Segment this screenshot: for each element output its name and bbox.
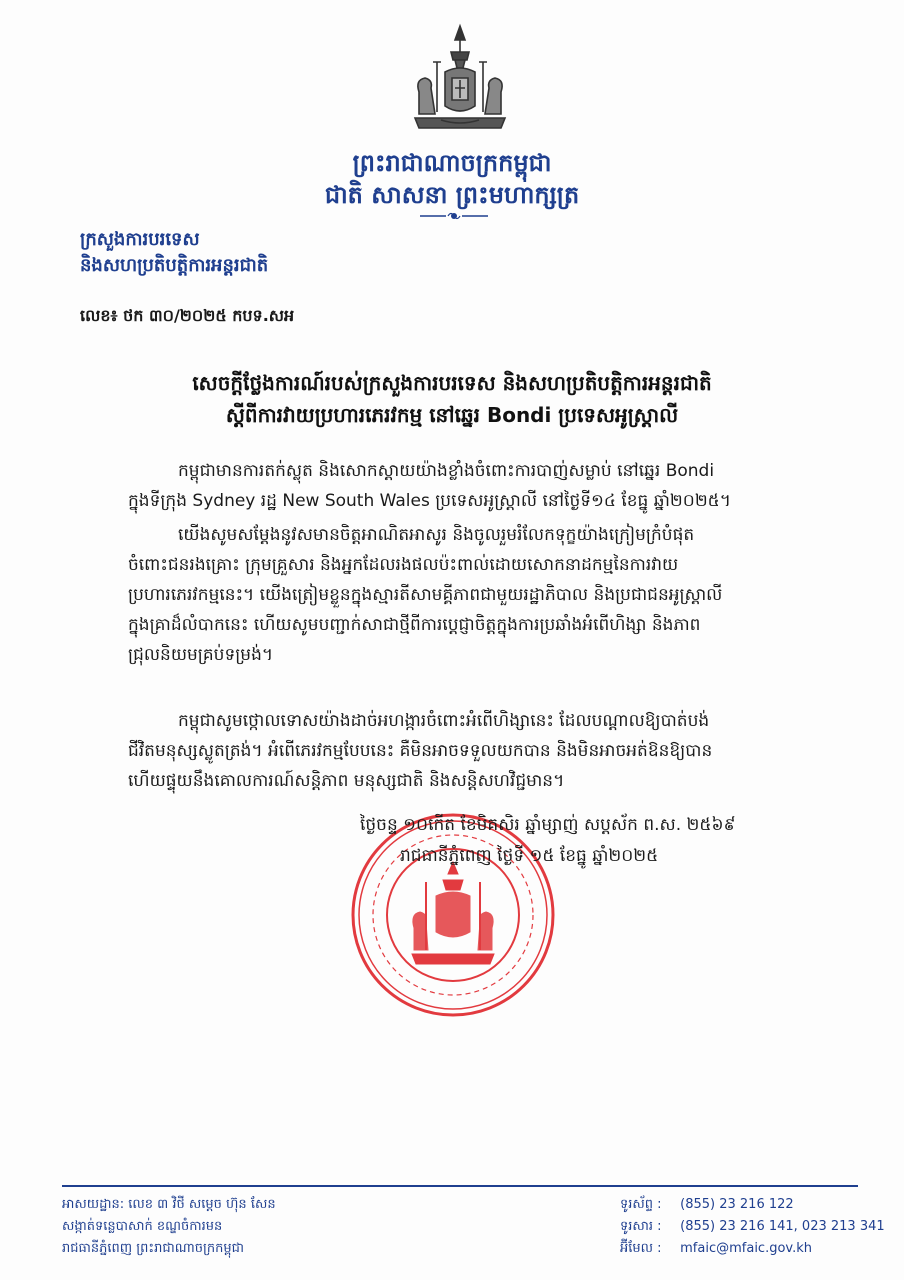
- ministry-name-line2: និងសហប្រតិបត្តិការអន្តរជាតិ: [80, 255, 269, 276]
- email-label: អ៊ីមែល :: [620, 1241, 662, 1256]
- phone-value: (855) 23 216 122: [680, 1197, 794, 1212]
- body-paragraph-2: យើងសូមសម្តែងនូវសមានចិត្តអាណិតអាសូរ និងចូលរួមរំលែកទុក្ខយ៉ាងក្រៀមក្រំបំផុត ចំពោះជនរងគ្រោះ ក្រុមគ្រួសារ និងអ្នកដែលរងផលប៉ះពាល់ដោយសោកនាដកម្មនៃការវាយ ប្រហារភេរវកម្មនេះ។ យើងត្រៀមខ្លួនក្នុងស្មារតីសាមគ្គីភាពជាមួយរដ្ឋាភិបាល និងប្រជាជនអូស្ត្រាលី ក្នុងគ្រាដ៏លំបាកនេះ ហើយសូមបញ្ជាក់សាជាថ្មីពីការប្តេជ្ញាចិត្តក្នុងការប្រឆាំងអំពើហិង្សា និងភាព ជ្រុលនិយមគ្រប់ទម្រង់។: [128, 525, 723, 665]
- footer-address-line2: សង្កាត់ទន្លេបាសាក់ ខណ្ឌចំការមន: [62, 1219, 223, 1234]
- statement-title-line2: ស្តីពីការវាយប្រហារភេរវកម្ម នៅឆ្នេរ Bondi ប្រទេសអូស្ត្រាលី: [225, 403, 679, 427]
- body-paragraph-3: កម្ពុជាសូមថ្កោលទោសយ៉ាងដាច់អហង្ការចំពោះអំពើហិង្សានេះ ដែលបណ្តាលឱ្យបាត់បង់ ជីវិតមនុស្សស្លូតត្រង់។ អំពើភេរវកម្មបែបនេះ គឺមិនអាចទទួលយកបាន និងមិនអាចអត់ឱនឱ្យបាន ហើយផ្ទុយនឹងគោលការណ៍សន្តិភាព មនុស្សជាតិ និងសន្តិសហវិជ្ជមាន។: [128, 711, 713, 791]
- statement-title-line1: សេចក្តីថ្លែងការណ៍របស់ក្រសួងការបរទេស និងសហប្រតិបត្តិការអន្តរជាតិ: [192, 371, 712, 395]
- national-motto: ជាតិ សាសនា ព្រះមហាក្សត្រ: [324, 181, 580, 209]
- lunar-date: ថ្ងៃចន្ទ ១០កើត ខែមិគសិរ ឆ្នាំម្សាញ់ សប្តស័ក ព.ស. ២៥៦៩: [360, 815, 736, 835]
- ministry-name-line1: ក្រសួងការបរទេស: [80, 229, 200, 250]
- footer-divider: [62, 1185, 858, 1187]
- kingdom-name: ព្រះរាជាណាចក្រកម្ពុជា: [352, 149, 552, 177]
- footer-address-line3: រាជធានីភ្នំពេញ ព្រះរាជាណាចក្រកម្ពុជា: [62, 1241, 244, 1256]
- fax-value: (855) 23 216 141, 023 213 341: [680, 1219, 885, 1234]
- footer-address-line1: អាសយដ្ឋាន: លេខ ៣ វិថី សម្តេច ហ៊ុន សែន: [62, 1197, 276, 1212]
- fax-label: ទូរសារ :: [620, 1219, 662, 1234]
- footer-email: [620, 1240, 812, 1259]
- email-link[interactable]: mfaic@mfaic.gov.kh: [680, 1241, 812, 1256]
- phone-label: ទូរស័ព្ទ :: [620, 1197, 662, 1212]
- footer-fax: [620, 1218, 885, 1237]
- ornament-divider-icon: [418, 210, 490, 222]
- reference-number: លេខ៖ ថក ៣០/២០២៥ កបទ.សអ: [80, 306, 295, 325]
- royal-emblem-icon: [405, 22, 515, 134]
- body-paragraph-1: កម្ពុជាមានការតក់ស្លុត និងសោកស្តាយយ៉ាងខ្លាំងចំពោះការបាញ់សម្លាប់ នៅឆ្នេរ Bondi ក្នុងទីក្រុង Sydney រដ្ឋ New South Wales ប្រទេសអូស្ត្រាលី នៅថ្ងៃទី១៤ ខែធ្នូ ឆ្នាំ២០២៥។: [128, 461, 731, 511]
- official-seal-icon: [348, 810, 558, 1020]
- solar-date: រាជធានីភ្នំពេញ ថ្ងៃទី ១៥ ខែធ្នូ ឆ្នាំ២០២៥: [400, 846, 659, 866]
- footer-phone: [620, 1196, 794, 1215]
